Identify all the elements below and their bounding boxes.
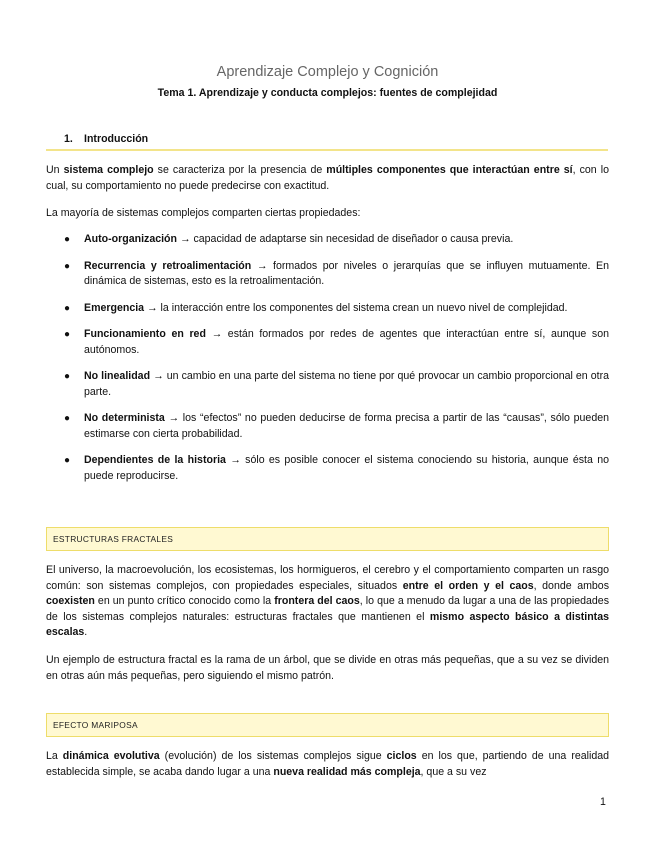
text-run: La (46, 750, 63, 762)
intro-paragraph-1 (46, 163, 609, 194)
property-desc: → un cambio en una parte del sistema no tiene por qué provocar un cambio proporcional en otra parte. (84, 370, 609, 398)
property-desc: → sólo es posible conocer el sistema conociendo su historia, aunque ésta no puede reproducirse. (84, 454, 609, 482)
fractal-heading-box: ESTRUCTURAS FRACTALES (46, 527, 609, 551)
bold-run: ciclos (386, 750, 417, 762)
butterfly-paragraph-1 (46, 749, 609, 780)
text-run: , que a su vez (420, 765, 487, 778)
bold-run: nueva realidad más compleja (273, 765, 421, 778)
text-run: en los que, partiendo de una realidad establecida simple, se acaba dando lugar a una (46, 750, 610, 778)
bullet-icon: ● (64, 260, 71, 272)
bullet-icon: ● (64, 371, 71, 382)
bold-run: coexisten (46, 595, 95, 607)
list-item (46, 411, 609, 442)
property-term: Auto-organización (84, 233, 177, 245)
intro-paragraph-2: La mayoría de sistemas complejos comparten ciertas propiedades: (46, 207, 361, 219)
property-term: No determinista (84, 412, 165, 424)
list-item (46, 369, 609, 400)
section-title: Introducción (84, 133, 149, 145)
text-run: Un (46, 164, 64, 176)
section-number: 1. (64, 133, 73, 145)
text-run: se caracteriza por la presencia de (153, 164, 327, 176)
property-term: Dependientes de la historia (84, 454, 226, 466)
property-term: Emergencia (84, 301, 145, 314)
property-desc: → los “efectos” no pueden deducirse de forma precisa a partir de las “causas”, sólo pueden estimarse con cierta probabilidad. (84, 412, 609, 440)
property-term: No linealidad (84, 370, 151, 382)
bullet-icon: ● (64, 455, 71, 466)
bold-run: frontera del caos (274, 595, 360, 607)
property-term: Recurrencia y retroalimentación (84, 259, 252, 272)
text-run: , donde ambos (533, 579, 609, 592)
list-item (46, 453, 609, 484)
bullet-icon: ● (64, 234, 71, 245)
properties-list (46, 232, 609, 495)
bullet-icon: ● (64, 413, 71, 424)
property-desc: → están formados por redes de agentes que interactúan entre sí, aunque son autónomos. (84, 328, 610, 356)
bullet-icon: ● (64, 302, 71, 314)
section-heading-introduction (46, 132, 608, 151)
bold-run: sistema complejo (63, 164, 154, 176)
bold-run: mismo aspecto básico a distintas escalas (46, 610, 609, 638)
bold-run: dinámica evolutiva (62, 750, 160, 762)
bold-run: entre el orden y el caos (402, 579, 534, 592)
fractal-paragraph-2: Un ejemplo de estructura fractal es la rama de un árbol, que se divide en otras más pequeñas, que a su vez se dividen en otras aún más pequeñas, pero siguiendo el mismo patrón. (46, 654, 609, 682)
document-title: Aprendizaje Complejo y Cognición (216, 64, 439, 80)
property-desc: → capacidad de adaptarse sin necesidad de diseñador o causa previa. (177, 233, 514, 245)
text-run: El universo, la macroevolución, los ecosistemas, los hormigueros, el cerebro y el comportamiento comparten un rasgo común: son sistemas complejos, con propiedades especiales, situados (46, 564, 609, 592)
document-subtitle: Tema 1. Aprendizaje y conducta complejos: fuentes de complejidad (157, 87, 498, 99)
fractal-paragraph-1 (46, 563, 609, 641)
property-desc: → formados por niveles o jerarquías que se influyen mutuamente. En dinámica de sistemas, esto es la retroalimentación. (84, 259, 609, 287)
text-run: en un punto crítico conocido como la (94, 595, 275, 607)
text-run: , con lo cual, su comportamiento no puede predecirse con exactitud. (46, 164, 609, 192)
property-desc: → la interacción entre los componentes del sistema crean un nuevo nivel de complejidad. (144, 301, 568, 314)
page-number: 1 (600, 796, 606, 808)
list-item (46, 327, 609, 358)
property-term: Funcionamiento en red (84, 328, 206, 340)
list-item (46, 259, 609, 290)
list-item (46, 301, 609, 317)
list-item (46, 232, 609, 248)
bullet-icon: ● (64, 329, 71, 340)
bold-run: múltiples componentes que interactúan entre sí (326, 164, 573, 176)
text-run: . (84, 626, 88, 638)
text-run: , lo que a menudo da lugar a una de las propiedades de los sistemas complejos naturales: estructuras fractales que mantienen el (46, 595, 609, 623)
text-run: (evolución) de los sistemas complejos sigue (159, 750, 387, 762)
butterfly-heading-box: EFECTO MARIPOSA (46, 713, 609, 737)
